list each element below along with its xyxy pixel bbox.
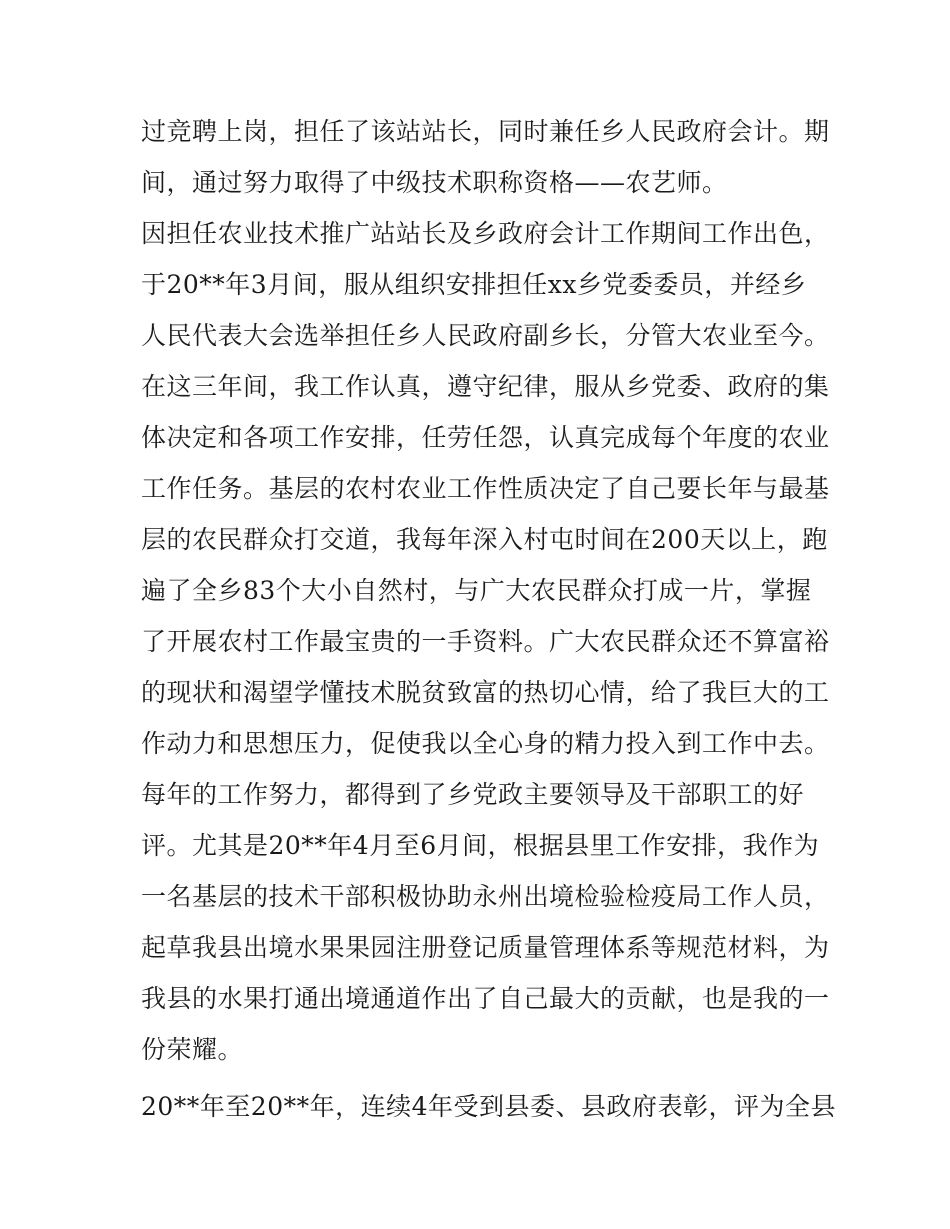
text-line: 体决定和各项工作安排，任劳任怨，认真完成每个年度的农业: [141, 423, 830, 452]
text-line: 20**年至20**年，连续4年受到县委、县政府表彰，评为全县: [141, 1092, 837, 1121]
text-line: 工作任务。基层的农村农业工作性质决定了自己要长年与最基: [141, 474, 830, 503]
text-line: 份荣耀。: [141, 1035, 244, 1064]
body-text: [141, 106, 837, 1132]
text-line: 起草我县出境水果果园注册登记质量管理体系等规范材料，为: [141, 933, 830, 962]
text-line: 了开展农村工作最宝贵的一手资料。广大农民群众还不算富裕: [141, 627, 830, 656]
text-line: 间，通过努力取得了中级技术职称资格——农艺师。: [141, 168, 728, 197]
text-line: 的现状和渴望学懂技术脱贫致富的热切心情，给了我巨大的工: [141, 678, 830, 707]
text-line: 作动力和思想压力，促使我以全心身的精力投入到工作中去。: [141, 729, 830, 758]
text-line: 评。尤其是20**年4月至6月间，根据县里工作安排，我作为: [141, 831, 820, 860]
text-line: 每年的工作努力，都得到了乡党政主要领导及干部职工的好: [141, 780, 805, 809]
text-line: 层的农民群众打交道，我每年深入村屯时间在200天以上，跑: [141, 525, 828, 554]
text-line: 过竞聘上岗，担任了该站站长，同时兼任乡人民政府会计。期: [141, 117, 830, 146]
text-line: 一名基层的技术干部积极协助永州出境检验检疫局工作人员，: [141, 882, 830, 911]
text-line: 我县的水果打通出境通道作出了自己最大的贡献，也是我的一: [141, 984, 830, 1013]
text-line: 因担任农业技术推广站站长及乡政府会计工作期间工作出色，: [141, 219, 830, 248]
text-line: 于20**年3月间，服从组织安排担任xx乡党委委员，并经乡: [141, 270, 807, 299]
text-line: 在这三年间，我工作认真，遵守纪律，服从乡党委、政府的集: [141, 372, 830, 401]
text-line: 人民代表大会选举担任乡人民政府副乡长，分管大农业至今。: [141, 321, 830, 350]
text-line: 遍了全乡83个大小自然村，与广大农民群众打成一片，掌握: [141, 576, 812, 605]
